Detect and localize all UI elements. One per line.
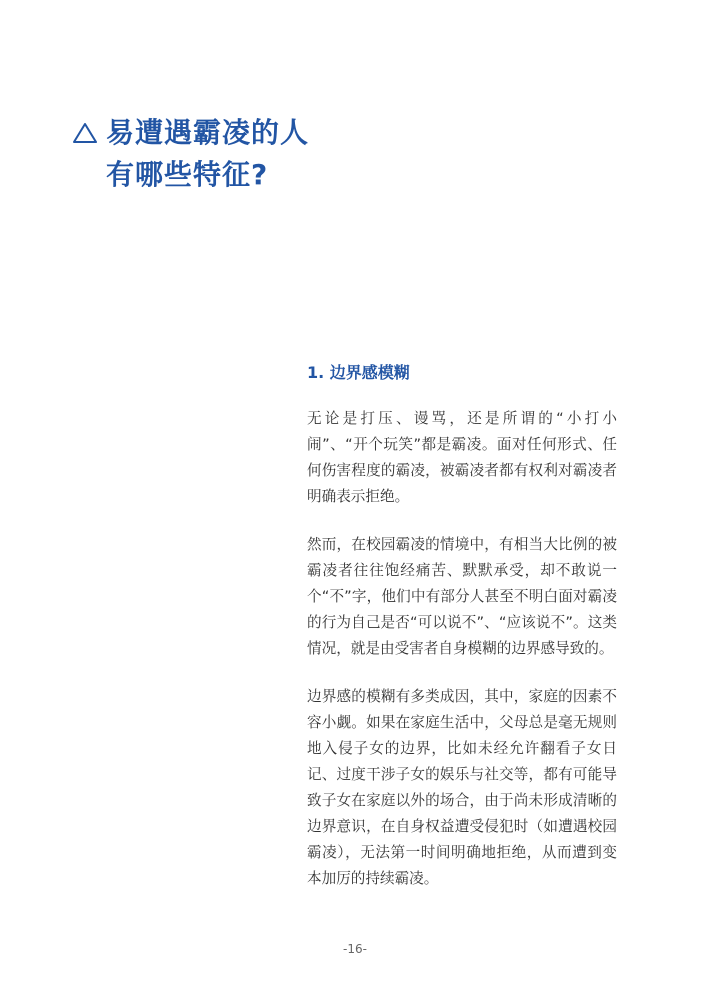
triangle-outline-icon (72, 122, 98, 144)
page-title (106, 112, 309, 196)
section-heading: 1. 边界感模糊 (307, 363, 410, 382)
paragraph-2: 然而，在校园霸凌的情境中，有相当大比例的被霸凌者往往饱经痛苦、默默承受，却不敢说一个“不”字，他们中有部分人甚至不明白面对霸凌的行为自己是否“可以说不”、“应该说不”。这类情况，就是由受害者自身模糊的边界感导致的。 (307, 536, 617, 657)
page-title-line-1: 易遭遇霸凌的人 (106, 116, 310, 149)
page-title-line-2: 有哪些特征? (106, 158, 269, 191)
section-boundary (307, 360, 617, 914)
page-number: -16- (343, 942, 367, 956)
paragraph-1: 无论是打压、谩骂，还是所谓的“小打小闹”、“开个玩笑”都是霸凌。面对任何形式、任何伤害程度的霸凌，被霸凌者都有权利对霸凌者明确表示拒绝。 (307, 410, 617, 505)
paragraph-3: 边界感的模糊有多类成因，其中，家庭的因素不容小觑。如果在家庭生活中，父母总是毫无规则地入侵子女的边界，比如未经允许翻看子女日记、过度干涉子女的娱乐与社交等，都有可能导致子女在家庭以外的场合，由于尚未形成清晰的边界意识，在自身权益遭受侵犯时（如遭遇校园霸凌），无法第一时间明确地拒绝，从而遭到变本加厉的持续霸凌。 (307, 688, 617, 887)
